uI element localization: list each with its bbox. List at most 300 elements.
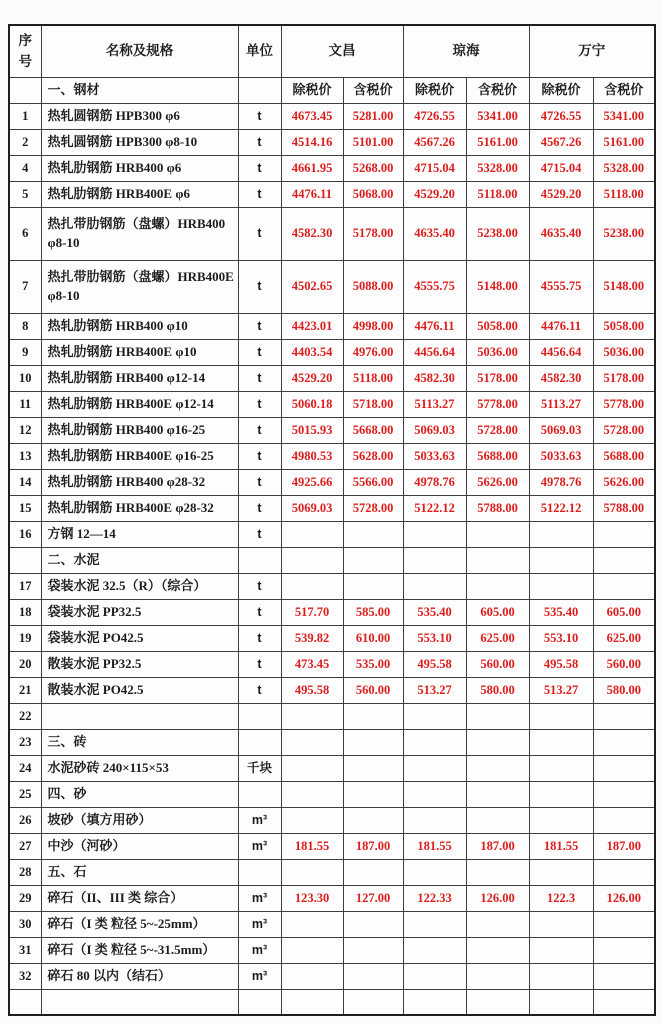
- row-seq: 10: [9, 365, 41, 391]
- price-cell: 4978.76: [403, 469, 466, 495]
- price-cell: 5122.12: [403, 495, 466, 521]
- price-cell: 126.00: [593, 885, 655, 911]
- row-unit: m³: [238, 833, 281, 859]
- price-cell: [529, 703, 593, 729]
- price-cell: [529, 781, 593, 807]
- table-row: [9, 417, 655, 443]
- price-cell: 5268.00: [343, 155, 403, 181]
- price-cell: 4715.04: [403, 155, 466, 181]
- price-cell: 5328.00: [466, 155, 529, 181]
- price-cell: [529, 521, 593, 547]
- row-seq: 24: [9, 755, 41, 781]
- row-unit: t: [238, 495, 281, 521]
- row-seq: 11: [9, 391, 41, 417]
- row-unit: t: [238, 339, 281, 365]
- section-steel-label: 一、钢材: [41, 77, 238, 103]
- table-row: [9, 365, 655, 391]
- price-type-header: 含税价: [466, 77, 529, 103]
- price-cell: 5036.00: [466, 339, 529, 365]
- table-row: [9, 260, 655, 313]
- price-cell: [529, 989, 593, 1015]
- row-seq: [9, 547, 41, 573]
- row-name: 方钢 12—14: [41, 521, 238, 547]
- price-cell: 4476.11: [403, 313, 466, 339]
- price-cell: [403, 703, 466, 729]
- price-cell: 5069.03: [281, 495, 343, 521]
- row-name: 散装水泥 PO42.5: [41, 677, 238, 703]
- row-name: 热轧肋钢筋 HRB400 φ16-25: [41, 417, 238, 443]
- price-type-header: 除税价: [403, 77, 466, 103]
- row-seq: 19: [9, 625, 41, 651]
- price-cell: [466, 729, 529, 755]
- price-cell: 5668.00: [343, 417, 403, 443]
- row-name: 五、石: [41, 859, 238, 885]
- row-name: 热轧肋钢筋 HRB400E φ6: [41, 181, 238, 207]
- price-cell: [281, 937, 343, 963]
- price-cell: [281, 807, 343, 833]
- price-cell: 4726.55: [529, 103, 593, 129]
- price-cell: 4567.26: [403, 129, 466, 155]
- price-cell: 473.45: [281, 651, 343, 677]
- price-cell: 625.00: [593, 625, 655, 651]
- table-row: [9, 469, 655, 495]
- row-seq: 1: [9, 103, 41, 129]
- price-cell: [529, 573, 593, 599]
- price-cell: [343, 781, 403, 807]
- row-unit: [238, 781, 281, 807]
- price-cell: [466, 573, 529, 599]
- table-row: [9, 547, 655, 573]
- row-name: 二、水泥: [41, 547, 238, 573]
- row-seq: 25: [9, 781, 41, 807]
- price-cell: 517.70: [281, 599, 343, 625]
- row-unit: t: [238, 155, 281, 181]
- price-cell: 495.58: [281, 677, 343, 703]
- price-cell: 560.00: [593, 651, 655, 677]
- price-cell: [403, 859, 466, 885]
- price-cell: 5118.00: [343, 365, 403, 391]
- table-row: [9, 807, 655, 833]
- price-cell: 181.55: [281, 833, 343, 859]
- row-unit: m³: [238, 885, 281, 911]
- row-unit: [238, 989, 281, 1015]
- price-cell: 5626.00: [466, 469, 529, 495]
- row-unit: m³: [238, 807, 281, 833]
- price-cell: 5118.00: [593, 181, 655, 207]
- price-cell: [593, 963, 655, 989]
- price-cell: 5778.00: [593, 391, 655, 417]
- price-cell: [281, 573, 343, 599]
- price-cell: [343, 963, 403, 989]
- price-cell: 4998.00: [343, 313, 403, 339]
- price-cell: 5688.00: [593, 443, 655, 469]
- row-seq: 22: [9, 703, 41, 729]
- row-name: 散装水泥 PP32.5: [41, 651, 238, 677]
- row-seq: 8: [9, 313, 41, 339]
- row-seq: 7: [9, 260, 41, 313]
- price-cell: 4555.75: [529, 260, 593, 313]
- price-cell: 5566.00: [343, 469, 403, 495]
- price-cell: [343, 521, 403, 547]
- table-row: [9, 313, 655, 339]
- price-cell: 187.00: [343, 833, 403, 859]
- row-name: 四、砂: [41, 781, 238, 807]
- row-unit: t: [238, 573, 281, 599]
- table-row: [9, 391, 655, 417]
- price-cell: [593, 989, 655, 1015]
- price-cell: 605.00: [593, 599, 655, 625]
- row-unit: t: [238, 469, 281, 495]
- price-cell: 4726.55: [403, 103, 466, 129]
- row-unit: m³: [238, 963, 281, 989]
- price-cell: 5033.63: [403, 443, 466, 469]
- price-cell: [281, 703, 343, 729]
- row-seq: 18: [9, 599, 41, 625]
- table-row: [9, 989, 655, 1015]
- row-unit: t: [238, 677, 281, 703]
- price-cell: 5015.93: [281, 417, 343, 443]
- row-seq: 27: [9, 833, 41, 859]
- price-cell: 4529.20: [281, 365, 343, 391]
- table-row: [9, 859, 655, 885]
- price-cell: 535.00: [343, 651, 403, 677]
- price-cell: [466, 781, 529, 807]
- table-row: [9, 339, 655, 365]
- price-cell: [403, 807, 466, 833]
- col-header-city-qionghai: 琼海: [403, 25, 529, 77]
- price-cell: 4635.40: [403, 207, 466, 260]
- price-cell: [343, 547, 403, 573]
- price-cell: 560.00: [343, 677, 403, 703]
- row-unit: [238, 547, 281, 573]
- price-cell: 580.00: [466, 677, 529, 703]
- price-cell: [529, 859, 593, 885]
- price-cell: [403, 547, 466, 573]
- price-cell: 5068.00: [343, 181, 403, 207]
- price-table-body: [9, 103, 655, 1015]
- price-cell: [343, 703, 403, 729]
- price-cell: 122.33: [403, 885, 466, 911]
- price-cell: 5101.00: [343, 129, 403, 155]
- col-header-unit: 单位: [238, 25, 281, 77]
- price-cell: 5148.00: [466, 260, 529, 313]
- price-cell: 4476.11: [529, 313, 593, 339]
- price-cell: 181.55: [403, 833, 466, 859]
- price-cell: 553.10: [529, 625, 593, 651]
- price-cell: [403, 963, 466, 989]
- col-header-city-wenchang: 文昌: [281, 25, 403, 77]
- price-cell: [593, 755, 655, 781]
- price-cell: 5778.00: [466, 391, 529, 417]
- row-seq: 9: [9, 339, 41, 365]
- price-cell: 4456.64: [529, 339, 593, 365]
- price-cell: 5122.12: [529, 495, 593, 521]
- price-cell: [343, 989, 403, 1015]
- price-cell: 4582.30: [403, 365, 466, 391]
- col-header-city-wanning: 万宁: [529, 25, 655, 77]
- row-name: 热轧肋钢筋 HRB400 φ6: [41, 155, 238, 181]
- row-seq: 17: [9, 573, 41, 599]
- price-cell: [466, 859, 529, 885]
- row-unit: [238, 729, 281, 755]
- price-cell: 495.58: [529, 651, 593, 677]
- price-cell: [466, 963, 529, 989]
- price-cell: [403, 729, 466, 755]
- price-cell: [403, 573, 466, 599]
- row-unit: m³: [238, 937, 281, 963]
- row-name: 碎石（II、III 类 综合）: [41, 885, 238, 911]
- row-unit: t: [238, 207, 281, 260]
- price-cell: [529, 963, 593, 989]
- price-cell: 5161.00: [593, 129, 655, 155]
- row-seq: 21: [9, 677, 41, 703]
- price-cell: [593, 729, 655, 755]
- price-cell: [593, 573, 655, 599]
- price-cell: 5328.00: [593, 155, 655, 181]
- row-seq: 6: [9, 207, 41, 260]
- price-cell: 5178.00: [343, 207, 403, 260]
- price-cell: [466, 521, 529, 547]
- table-row: [9, 129, 655, 155]
- price-cell: [281, 521, 343, 547]
- price-cell: 5058.00: [466, 313, 529, 339]
- price-cell: [593, 937, 655, 963]
- price-cell: 4476.11: [281, 181, 343, 207]
- price-cell: 4980.53: [281, 443, 343, 469]
- table-row: [9, 599, 655, 625]
- col-header-seq: 序号: [9, 25, 41, 77]
- subheader-row: [9, 77, 655, 103]
- row-name: 热轧肋钢筋 HRB400E φ12-14: [41, 391, 238, 417]
- price-cell: 4582.30: [281, 207, 343, 260]
- price-cell: [593, 859, 655, 885]
- price-cell: [593, 781, 655, 807]
- price-cell: 605.00: [466, 599, 529, 625]
- row-unit: [238, 859, 281, 885]
- price-cell: 126.00: [466, 885, 529, 911]
- price-cell: [343, 807, 403, 833]
- row-unit: m³: [238, 911, 281, 937]
- price-cell: [593, 521, 655, 547]
- row-seq: 12: [9, 417, 41, 443]
- price-cell: [466, 911, 529, 937]
- row-seq: 2: [9, 129, 41, 155]
- price-cell: 4582.30: [529, 365, 593, 391]
- table-row: [9, 703, 655, 729]
- price-cell: 4555.75: [403, 260, 466, 313]
- price-cell: 5113.27: [529, 391, 593, 417]
- price-cell: 123.30: [281, 885, 343, 911]
- price-cell: 580.00: [593, 677, 655, 703]
- row-seq: 26: [9, 807, 41, 833]
- price-cell: 4978.76: [529, 469, 593, 495]
- col-header-name: 名称及规格: [41, 25, 238, 77]
- row-name: 三、砖: [41, 729, 238, 755]
- price-cell: [403, 755, 466, 781]
- price-cell: [529, 807, 593, 833]
- row-name: 热轧肋钢筋 HRB400E φ10: [41, 339, 238, 365]
- row-name: [41, 989, 238, 1015]
- table-row: [9, 625, 655, 651]
- price-cell: 4529.20: [403, 181, 466, 207]
- price-cell: 5238.00: [593, 207, 655, 260]
- row-seq: 4: [9, 155, 41, 181]
- price-cell: 4514.16: [281, 129, 343, 155]
- row-name: 热轧圆钢筋 HPB300 φ8-10: [41, 129, 238, 155]
- table-row: [9, 181, 655, 207]
- table-row: [9, 155, 655, 181]
- price-cell: 535.40: [403, 599, 466, 625]
- price-cell: 553.10: [403, 625, 466, 651]
- price-cell: 4976.00: [343, 339, 403, 365]
- price-cell: 5281.00: [343, 103, 403, 129]
- row-seq: 23: [9, 729, 41, 755]
- price-cell: 187.00: [593, 833, 655, 859]
- price-cell: [281, 781, 343, 807]
- row-seq: 29: [9, 885, 41, 911]
- row-seq: 32: [9, 963, 41, 989]
- row-name: 袋装水泥 32.5（R）（综合）: [41, 573, 238, 599]
- table-row: [9, 963, 655, 989]
- price-cell: 5688.00: [466, 443, 529, 469]
- price-cell: 5626.00: [593, 469, 655, 495]
- table-row: [9, 833, 655, 859]
- price-cell: [593, 547, 655, 573]
- row-seq: 5: [9, 181, 41, 207]
- price-cell: 4715.04: [529, 155, 593, 181]
- row-unit: t: [238, 129, 281, 155]
- price-cell: 4567.26: [529, 129, 593, 155]
- price-cell: [343, 755, 403, 781]
- price-cell: 5088.00: [343, 260, 403, 313]
- row-unit: t: [238, 625, 281, 651]
- row-seq: [9, 989, 41, 1015]
- price-cell: [281, 755, 343, 781]
- table-row: [9, 103, 655, 129]
- price-cell: 5148.00: [593, 260, 655, 313]
- row-name: 碎石（I 类 粒径 5~-25mm）: [41, 911, 238, 937]
- price-cell: 5728.00: [343, 495, 403, 521]
- price-cell: [403, 989, 466, 1015]
- table-row: [9, 443, 655, 469]
- price-cell: 127.00: [343, 885, 403, 911]
- price-cell: [343, 573, 403, 599]
- row-name: 热轧肋钢筋 HRB400 φ28-32: [41, 469, 238, 495]
- price-cell: [529, 755, 593, 781]
- price-cell: [593, 911, 655, 937]
- price-cell: 5178.00: [466, 365, 529, 391]
- row-seq: 16: [9, 521, 41, 547]
- row-unit: t: [238, 260, 281, 313]
- price-type-header: 含税价: [343, 77, 403, 103]
- row-unit: t: [238, 651, 281, 677]
- table-row: [9, 495, 655, 521]
- price-cell: 4673.45: [281, 103, 343, 129]
- price-cell: 5341.00: [593, 103, 655, 129]
- price-cell: [466, 989, 529, 1015]
- price-cell: [281, 989, 343, 1015]
- price-cell: [343, 729, 403, 755]
- price-cell: 5069.03: [529, 417, 593, 443]
- price-table: [8, 24, 656, 1016]
- price-cell: [281, 963, 343, 989]
- row-unit: t: [238, 391, 281, 417]
- price-cell: [281, 859, 343, 885]
- row-unit: t: [238, 181, 281, 207]
- table-row: [9, 573, 655, 599]
- price-cell: [281, 911, 343, 937]
- price-cell: 5113.27: [403, 391, 466, 417]
- row-unit: t: [238, 365, 281, 391]
- price-cell: [466, 937, 529, 963]
- price-cell: 495.58: [403, 651, 466, 677]
- row-unit: 千块: [238, 755, 281, 781]
- price-cell: 4502.65: [281, 260, 343, 313]
- row-name: 热轧圆钢筋 HPB300 φ6: [41, 103, 238, 129]
- price-cell: 513.27: [403, 677, 466, 703]
- price-cell: [593, 703, 655, 729]
- price-cell: 4456.64: [403, 339, 466, 365]
- price-cell: [529, 937, 593, 963]
- row-unit: t: [238, 313, 281, 339]
- price-cell: 5069.03: [403, 417, 466, 443]
- price-cell: 535.40: [529, 599, 593, 625]
- table-row: [9, 207, 655, 260]
- price-cell: 5238.00: [466, 207, 529, 260]
- price-cell: [529, 547, 593, 573]
- table-row: [9, 651, 655, 677]
- price-cell: [466, 547, 529, 573]
- price-type-header: 除税价: [529, 77, 593, 103]
- row-seq: 14: [9, 469, 41, 495]
- price-cell: 5033.63: [529, 443, 593, 469]
- price-cell: 4403.54: [281, 339, 343, 365]
- price-cell: 5118.00: [466, 181, 529, 207]
- price-cell: 181.55: [529, 833, 593, 859]
- price-cell: 187.00: [466, 833, 529, 859]
- row-seq: 30: [9, 911, 41, 937]
- price-cell: 5060.18: [281, 391, 343, 417]
- price-cell: [403, 521, 466, 547]
- price-cell: 5788.00: [593, 495, 655, 521]
- price-cell: 610.00: [343, 625, 403, 651]
- row-name: 热扎带肋钢筋（盘螺）HRB400 φ8-10: [41, 207, 238, 260]
- price-cell: [403, 911, 466, 937]
- price-cell: 122.3: [529, 885, 593, 911]
- price-cell: [403, 781, 466, 807]
- price-cell: [281, 547, 343, 573]
- price-cell: [466, 807, 529, 833]
- price-cell: 513.27: [529, 677, 593, 703]
- table-row: [9, 781, 655, 807]
- row-name: 热轧肋钢筋 HRB400 φ12-14: [41, 365, 238, 391]
- price-type-header: 除税价: [281, 77, 343, 103]
- price-cell: 5718.00: [343, 391, 403, 417]
- price-cell: [529, 729, 593, 755]
- price-cell: 4661.95: [281, 155, 343, 181]
- row-seq: 31: [9, 937, 41, 963]
- table-row: [9, 937, 655, 963]
- price-cell: 585.00: [343, 599, 403, 625]
- row-unit: [238, 703, 281, 729]
- row-seq: 15: [9, 495, 41, 521]
- row-name: 碎石（I 类 粒径 5~-31.5mm）: [41, 937, 238, 963]
- row-unit: t: [238, 417, 281, 443]
- price-cell: 5058.00: [593, 313, 655, 339]
- price-cell: [281, 729, 343, 755]
- header-row: [9, 25, 655, 77]
- price-cell: [466, 703, 529, 729]
